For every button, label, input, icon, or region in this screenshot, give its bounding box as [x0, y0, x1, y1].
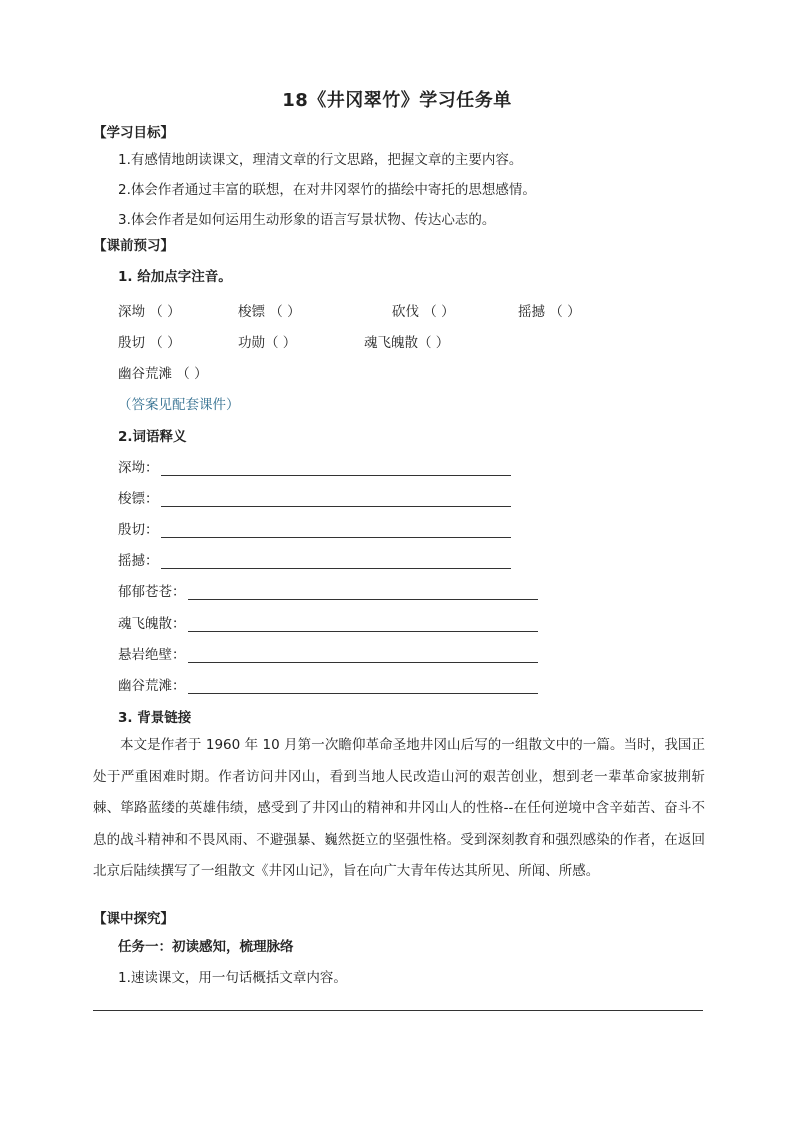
section-heading-preview: 【课前预习】 [93, 238, 174, 254]
definition-row [118, 456, 511, 476]
section-heading-inclass: 【课中探究】 [93, 911, 174, 927]
term-label: 梭镖： [118, 491, 159, 507]
page-title: 18《井冈翠竹》学习任务单 [282, 90, 512, 111]
definition-row [118, 612, 538, 632]
goal-item-3: 3.体会作者是如何运用生动形象的语言写景状物、传达心志的。 [118, 212, 496, 228]
definition-row [118, 487, 511, 507]
pinyin-item: 深坳 （ ） [118, 304, 181, 320]
pinyin-item: 功勋（ ） [238, 335, 297, 351]
term-label: 殷切： [118, 522, 159, 538]
answer-line[interactable] [161, 492, 511, 507]
preview-question-1: 1. 给加点字注音。 [118, 269, 232, 285]
term-label: 魂飞魄散： [118, 616, 186, 632]
definition-row [118, 518, 511, 538]
pinyin-item: 砍伐 （ ） [392, 304, 455, 320]
answer-line[interactable] [188, 648, 538, 663]
preview-question-3: 3. 背景链接 [118, 710, 192, 726]
answer-line[interactable] [161, 523, 511, 538]
section-heading-goals: 【学习目标】 [93, 125, 174, 141]
task-1-heading: 任务一：初读感知，梳理脉络 [118, 939, 294, 955]
pinyin-item: 幽谷荒滩 （ ） [118, 366, 208, 382]
answer-rule[interactable] [93, 1010, 703, 1011]
term-label: 悬岩绝壁： [118, 647, 186, 663]
answer-line[interactable] [161, 461, 511, 476]
term-label: 幽谷荒滩： [118, 678, 186, 694]
definition-row [118, 674, 538, 694]
goal-item-2: 2.体会作者通过丰富的联想，在对井冈翠竹的描绘中寄托的思想感情。 [118, 182, 536, 198]
pinyin-item: 摇撼 （ ） [518, 304, 581, 320]
background-paragraph: 本文是作者于 1960 年 10 月第一次瞻仰革命圣地井冈山后写的一组散文中的一篇。当时，我国正处于严重困难时期。作者访问井冈山，看到当地人民改造山河的艰苦创业，想到老一辈革命家披荆斩棘、筚路蓝缕的英雄伟绩，感受到了井冈山的精神和井冈山人的性格--在任何逆境中含辛茹苦、奋斗不息的战斗精神和不畏风雨、不避强暴、巍然挺立的坚强性格。受到深刻教育和强烈感染的作者，在返回北京后陆续撰写了一组散文《井冈山记》，旨在向广大青年传达其所见、所闻、所感。 [93, 737, 705, 879]
answer-note: （答案见配套课件） [118, 397, 240, 413]
answer-line[interactable] [161, 554, 511, 569]
pinyin-item: 殷切 （ ） [118, 335, 181, 351]
inclass-question-1: 1.速读课文，用一句话概括文章内容。 [118, 970, 347, 986]
definition-row [118, 643, 538, 663]
answer-line[interactable] [188, 679, 538, 694]
pinyin-item: 魂飞魄散（ ） [364, 335, 450, 351]
answer-line[interactable] [188, 585, 538, 600]
pinyin-item: 梭镖 （ ） [238, 304, 301, 320]
goal-item-1: 1.有感情地朗读课文，理清文章的行文思路，把握文章的主要内容。 [118, 152, 523, 168]
term-label: 摇撼： [118, 553, 159, 569]
definition-row [118, 549, 511, 569]
answer-line[interactable] [188, 617, 538, 632]
definition-row [118, 580, 538, 600]
preview-question-2: 2.词语释义 [118, 429, 187, 445]
term-label: 郁郁苍苍： [118, 584, 186, 600]
term-label: 深坳： [118, 460, 159, 476]
